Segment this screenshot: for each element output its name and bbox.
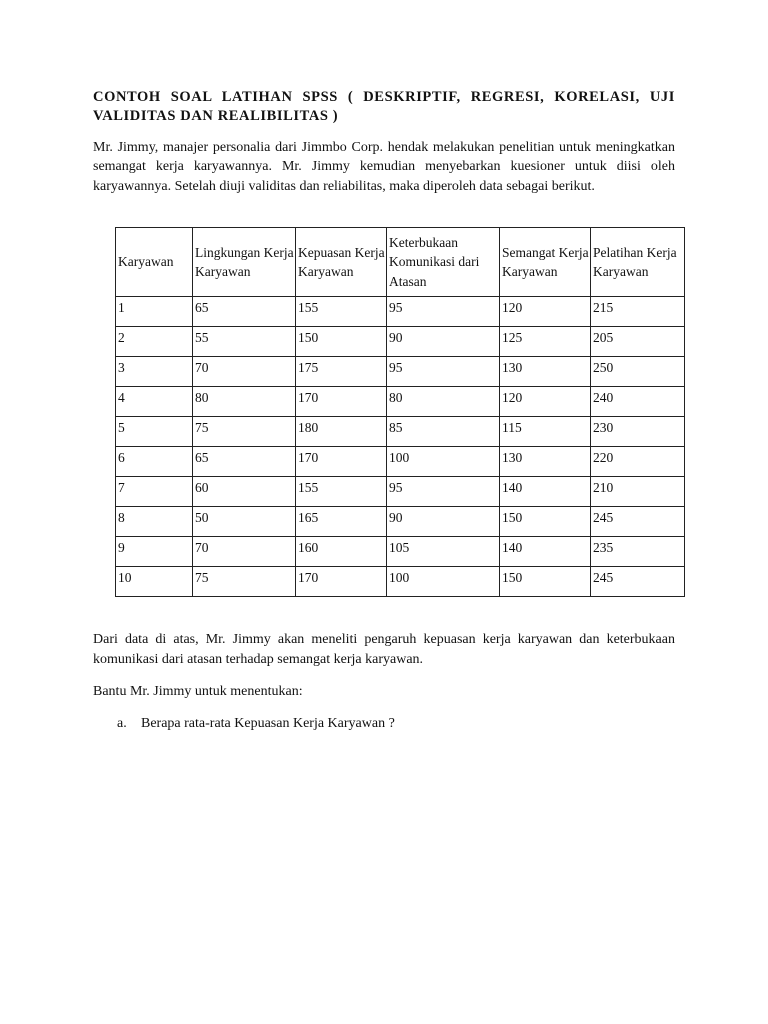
header-keterbukaan: Keterbukaan Komunikasi dari Atasan [387, 228, 500, 297]
table-cell: 150 [296, 327, 387, 357]
table-cell: 180 [296, 417, 387, 447]
table-cell: 205 [591, 327, 685, 357]
task-intro: Bantu Mr. Jimmy untuk menentukan: [93, 684, 303, 699]
table-header-row [116, 228, 685, 297]
table-cell: 250 [591, 357, 685, 387]
table-row [116, 507, 685, 537]
table-cell: 115 [500, 417, 591, 447]
table-cell: 125 [500, 327, 591, 357]
table-cell: 3 [116, 357, 193, 387]
table-cell: 75 [193, 417, 296, 447]
table-cell: 4 [116, 387, 193, 417]
table-cell: 155 [296, 297, 387, 327]
document-title: CONTOH SOAL LATIHAN SPSS ( DESKRIPTIF, REGRESI, KORELASI, UJI VALIDITAS DAN REALIBILITAS ) [93, 89, 675, 124]
table-row [116, 387, 685, 417]
table-cell: 50 [193, 507, 296, 537]
table-cell: 95 [387, 357, 500, 387]
table-row [116, 567, 685, 597]
table-cell: 100 [387, 567, 500, 597]
table-cell: 55 [193, 327, 296, 357]
table-cell: 120 [500, 387, 591, 417]
table-cell: 150 [500, 567, 591, 597]
header-semangat: Semangat Kerja Karyawan [500, 228, 591, 297]
table-cell: 10 [116, 567, 193, 597]
table-cell: 105 [387, 537, 500, 567]
table-cell: 7 [116, 477, 193, 507]
table-cell: 210 [591, 477, 685, 507]
table-row [116, 477, 685, 507]
table-row [116, 327, 685, 357]
table-cell: 2 [116, 327, 193, 357]
table-cell: 170 [296, 567, 387, 597]
table-cell: 240 [591, 387, 685, 417]
table-cell: 220 [591, 447, 685, 477]
header-kepuasan: Kepuasan Kerja Karyawan [296, 228, 387, 297]
table-cell: 70 [193, 357, 296, 387]
data-table [115, 227, 685, 597]
header-lingkungan: Lingkungan Kerja Karyawan [193, 228, 296, 297]
intro-paragraph: Mr. Jimmy, manajer personalia dari Jimmbo Corp. hendak melakukan penelitian untuk meningkatkan semangat kerja karyawannya. Mr. Jimmy kemudian menyebarkan kuesioner untuk diisi oleh karyawannya. Setelah diuji validitas dan reliabilitas, maka diperoleh data sebagai berikut. [93, 140, 675, 194]
table-cell: 90 [387, 507, 500, 537]
table-cell: 130 [500, 447, 591, 477]
question-text: Berapa rata-rata Kepuasan Kerja Karyawan ? [141, 716, 395, 731]
table-cell: 65 [193, 297, 296, 327]
table-cell: 170 [296, 387, 387, 417]
table-cell: 80 [387, 387, 500, 417]
table-cell: 245 [591, 507, 685, 537]
table-cell: 160 [296, 537, 387, 567]
table-cell: 170 [296, 447, 387, 477]
table-row [116, 297, 685, 327]
question-item [117, 714, 677, 734]
table-cell: 235 [591, 537, 685, 567]
table-cell: 90 [387, 327, 500, 357]
table-cell: 60 [193, 477, 296, 507]
table-cell: 95 [387, 297, 500, 327]
table-cell: 65 [193, 447, 296, 477]
table-cell: 1 [116, 297, 193, 327]
table-cell: 9 [116, 537, 193, 567]
table-cell: 80 [193, 387, 296, 417]
header-karyawan: Karyawan [116, 228, 193, 297]
table-cell: 215 [591, 297, 685, 327]
table-cell: 155 [296, 477, 387, 507]
table-cell: 85 [387, 417, 500, 447]
table-cell: 70 [193, 537, 296, 567]
table-cell: 8 [116, 507, 193, 537]
table-cell: 150 [500, 507, 591, 537]
question-marker: a. [117, 716, 127, 731]
table-cell: 120 [500, 297, 591, 327]
table-cell: 140 [500, 477, 591, 507]
analysis-paragraph: Dari data di atas, Mr. Jimmy akan meneliti pengaruh kepuasan kerja karyawan dan keterbukaan komunikasi dari atasan terhadap semangat kerja karyawan. [93, 632, 675, 667]
table-cell: 75 [193, 567, 296, 597]
table-cell: 100 [387, 447, 500, 477]
table-cell: 230 [591, 417, 685, 447]
table-cell: 130 [500, 357, 591, 387]
header-pelatihan: Pelatihan Kerja Karyawan [591, 228, 685, 297]
table-cell: 6 [116, 447, 193, 477]
table-cell: 245 [591, 567, 685, 597]
table-cell: 95 [387, 477, 500, 507]
table-row [116, 447, 685, 477]
table-row [116, 357, 685, 387]
table-row [116, 537, 685, 567]
table-cell: 165 [296, 507, 387, 537]
table-row [116, 417, 685, 447]
table-cell: 5 [116, 417, 193, 447]
table-cell: 175 [296, 357, 387, 387]
table-cell: 140 [500, 537, 591, 567]
